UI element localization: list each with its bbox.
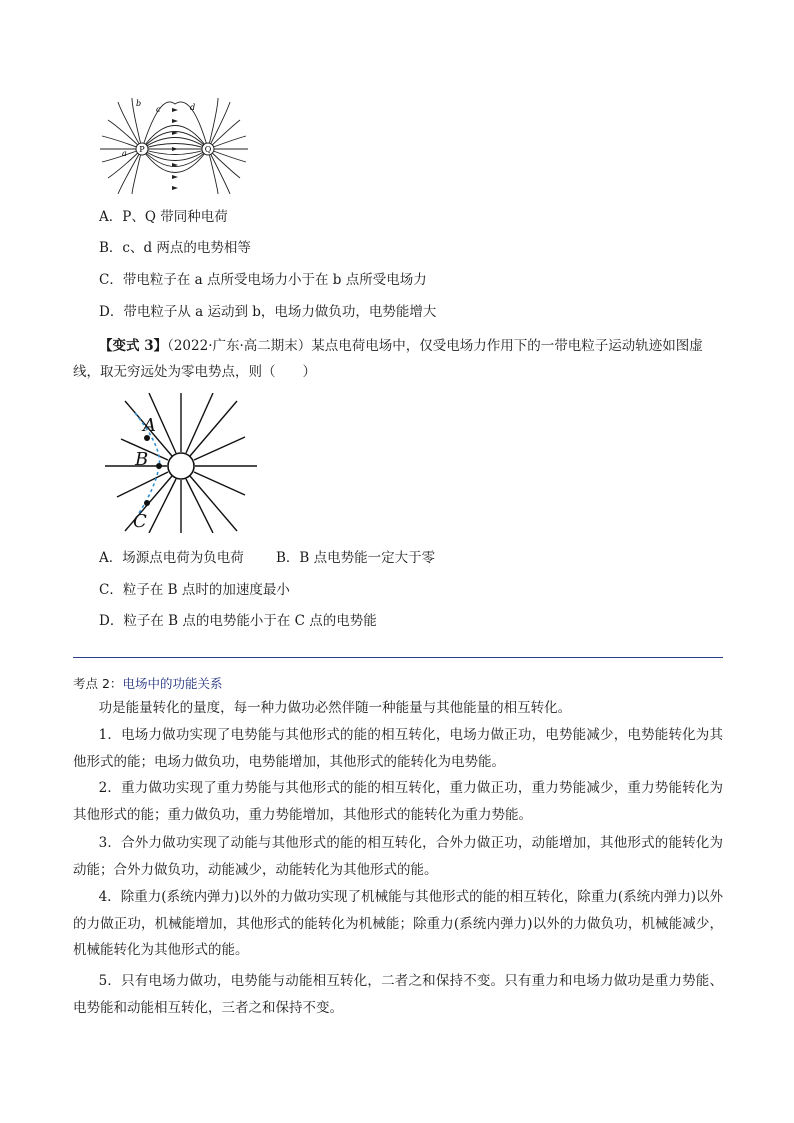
section-point-5: 5．只有电场力做功，电势能与动能相互转化，二者之和保持不变。只有重力和电场力做功是重力势能、电势能和动能相互转化，三者之和保持不变。 <box>73 973 723 1016</box>
label-P: P <box>139 145 145 154</box>
q1-option-a: A．P、Q 带同种电荷 <box>99 209 228 225</box>
label-B: B <box>135 449 149 470</box>
v3-option-b: B．B 点电势能一定大于零 <box>276 550 436 566</box>
variant3-stem-line1: 【变式 3】（2022·广东·高二期末）某点电荷电场中，仅受电场力作用下的一带电粒子运动轨迹如图虚 <box>99 338 703 354</box>
section-point-1: 1．电场力做功实现了电势能与其他形式的能的相互转化，电场力做正功，电势能减少，电势能转化为其他形式的能；电场力做负功，电势能增加，其他形式的能转化为电势能。 <box>73 727 723 770</box>
q1-option-b: B．c、d 两点的电势相等 <box>99 240 251 256</box>
section-divider <box>73 657 723 658</box>
v3-option-a: A．场源点电荷为负电荷 <box>99 550 244 566</box>
section-point-4: 4．除重力(系统内弹力)以外的力做功实现了机械能与其他形式的能的相互转化，除重力(系统内弹力)以外的力做正功，机械能增加，其他形式的能转化为机械能；除重力(系统内弹力)以外的力做负功，机械能减少，机械能转化为其他形式的能。 <box>73 889 723 958</box>
q1-option-d: D．带电粒子从 a 运动到 b，电场力做负功，电势能增大 <box>99 304 437 320</box>
section-point-3: 3．合外力做功实现了动能与其他形式的能的相互转化，合外力做正功，动能增加，其他形式的能转化为动能；合外力做负功，动能减少，动能转化为其他形式的能。 <box>73 835 723 878</box>
label-Q: Q <box>204 145 212 154</box>
label-b: b <box>136 99 142 108</box>
label-A: A <box>143 415 156 436</box>
label-c: c <box>156 105 161 114</box>
point-charge-figure <box>105 393 257 533</box>
v3-option-c: C．粒子在 B 点时的加速度最小 <box>99 582 290 598</box>
variant3-stem-line2: 线，取无穷远处为零电势点，则（ ） <box>73 364 316 380</box>
label-C: C <box>133 511 147 532</box>
field-lines-figure <box>100 98 248 194</box>
section-point-2: 2．重力做功实现了重力势能与其他形式的能的相互转化，重力做正功，重力势能减少，重力势能转化为其他形式的能；重力做负功，重力势能增加，其他形式的能转化为重力势能。 <box>73 780 723 823</box>
label-a: a <box>122 149 127 158</box>
section-heading: 考点 2：电场中的功能关系 <box>73 676 223 691</box>
q1-option-c: C．带电粒子在 a 点所受电场力小于在 b 点所受电场力 <box>99 272 427 288</box>
label-d: d <box>190 103 196 112</box>
v3-option-d: D．粒子在 B 点的电势能小于在 C 点的电势能 <box>99 613 377 629</box>
section-intro: 功是能量转化的量度，每一种力做功必然伴随一种能量与其他能量的相互转化。 <box>98 700 572 716</box>
